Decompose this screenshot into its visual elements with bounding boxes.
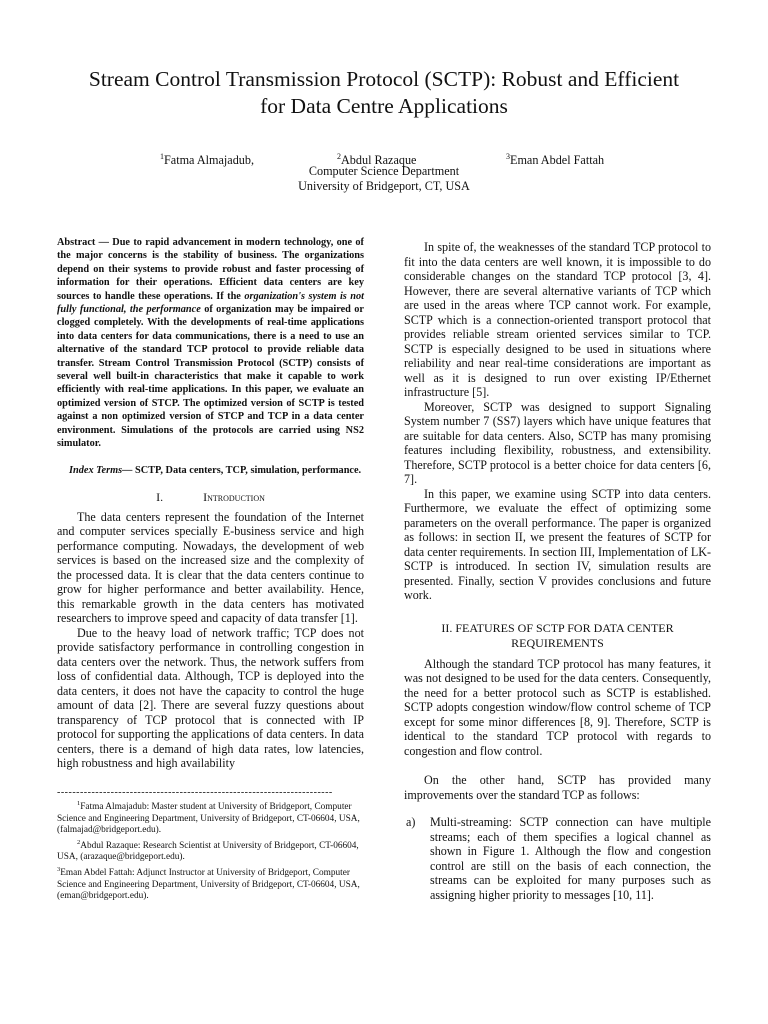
author-1: $^1$Fatma Almajadub, [160,152,255,168]
right-paragraph-2: Moreover, SCTP was designed to support Signaling System number 7 (SS7) layers which have unique features that are suitable for data centers. Also, SCTP has many promising features including flexibility, robustness, and extensibility. Therefore, SCTP protocol is a better choice for data centers [6, 7]. [404,399,711,486]
paper-title-line1: Stream Control Transmission Protocol (SCTP): Robust and Efficient [88,67,680,91]
paper-title [60,66,708,120]
features-paragraph-2: On the other hand, SCTP has provided many improvements over the standard TCP as follows: [404,773,711,802]
footnote-1: $^1$Fatma Almajadub: Master student at University of Bridgeport, Computer Science and Engineering Department, University of Bridgeport, CT-06604, USA, (falmajad@bridgeport.edu). [57,799,360,836]
section-heading-features: II. FEATURES OF SCTP FOR DATA CENTER REQUIREMENTS [441,620,674,650]
intro-paragraph-2: Due to the heavy load of network traffic; TCP does not provide satisfactory performance in controlling congestion in data centers over the network. Thus, the network suffers from loss of confidential data. Although, TCP is deployed into the data centers, it does not have the capacity to control the huge amount of data [2]. There are several fuzzy questions about transparency of TCP protocol that is connected with IP protocol for supporting the applications of data centers. In data centers, there is a demand of high data rates, low latencies, high robustness and high availability [57,625,364,771]
right-paragraph-3: In this paper, we examine using SCTP into data centers. Furthermore, we evaluate the effect of optimizing some parameters on the overall performance. The paper is organized as follows: in section II, we present the features of SCTP for data center requirements. In section III, Implementation of LK-SCTP is introduced. In section IV, simulation results are presented. Finally, section V provides conclusions and future work. [404,486,711,602]
paper-title-line2: for Data Centre Applications [260,94,508,118]
footnote-separator: ------------------------------------------------------------------------ [57,787,333,798]
author-department: Computer Science Department [308,164,460,178]
intro-paragraph-1: The data centers represent the foundation of the Internet and computer services specially E-business service and high performance computing. Nowadays, the development of web services is based on the increased size and the complexity of the processed data. It is clear that the data centers continue to grow for higher performance and better availability. Hence, this remarkable growth in the data centers has motivated researchers to improve speed and capacity of data transfer [1]. [57,509,364,626]
author-3: $^3$Eman Abdel Fattah [506,152,605,168]
features-paragraph-1: Although the standard TCP protocol has many features, it was not designed to be used for the data centers. Consequently, the need for a better protocol such as SCTP is established. SCTP adopts congestion window/flow control scheme of TCP except for some minor differences [8, 9]. Therefore, SCTP is identical to the standard TCP protocol with regards to congestion and flow control. [404,656,711,758]
right-paragraph-1: In spite of, the weaknesses of the standard TCP protocol to fit into the data centers are well known, it is impossible to do considerable changes on the standard TCP protocol [3, 4]. However, there are several alternative variants of TCP which are used in the areas where TCP cannot work. For example, SCTP which is a connection-oriented transport protocol that provides reliable stream oriented services similar to TCP. SCTP is especially designed to be used in situations where reliability and near real-time considerations are important as well as it is designed to run over existing IP/Ethernet infrastructure [5]. [404,240,711,399]
footnote-2: $^2$Abdul Razaque: Research Scientist at University of Bridgeport, CT-06604, USA, (arazaque@bridgeport.edu). [57,838,359,863]
abstract: Abstract — Due to rapid advancement in modern technology, one of the major concerns is the stability of business. The organizations depend on their systems to provide robust and faster processing of information for their operations. Efficient data centers are key sources to handle these operations. If the organization's system is not fully functional, the performance of organization may be impaired or clogged completely. With the developments of real-time applications into data centers for data communications, there is a need to use an alternative of the standard TCP protocol to provide reliable data transfer. Stream Control Transmission Protocol (SCTP) consists of several well built-in characteristics that make it capable to work efficiently with real-time applications. In this paper, we evaluate an optimized version of STCP. The optimized version of SCTP is tested against a non optimized version of STCP and TCP in a data center environment. Simulations of the protocols are carried using NS2 simulator. [57,237,365,450]
index-terms: Index Terms— SCTP, Data centers, TCP, simulation, performance. [69,464,362,476]
left-column [57,236,364,903]
footnote-3: $^3$Eman Abdel Fattah: Adjunct Instructor at University of Bridgeport, Computer Science and Engineering Department, University of Bridgeport, CT-06604, USA, (eman@bridgeport.edu). [57,866,360,902]
author-university: University of Bridgeport, CT, USA [298,179,470,193]
list-item-multistreaming: a) Multi-streaming: SCTP connection can have multiple streams; each of them specifies a logical channel as shown in Figure 1. Although the flow and congestion control are still on the basis of each connection, the streams can be exploited for many purposes such as assigning higher priority to messages [10, 11]. [406,815,711,902]
author-2: $^2$Abdul Razaque [337,152,417,168]
section-heading-introduction: I. Introduction [156,489,265,504]
right-column [404,240,711,902]
